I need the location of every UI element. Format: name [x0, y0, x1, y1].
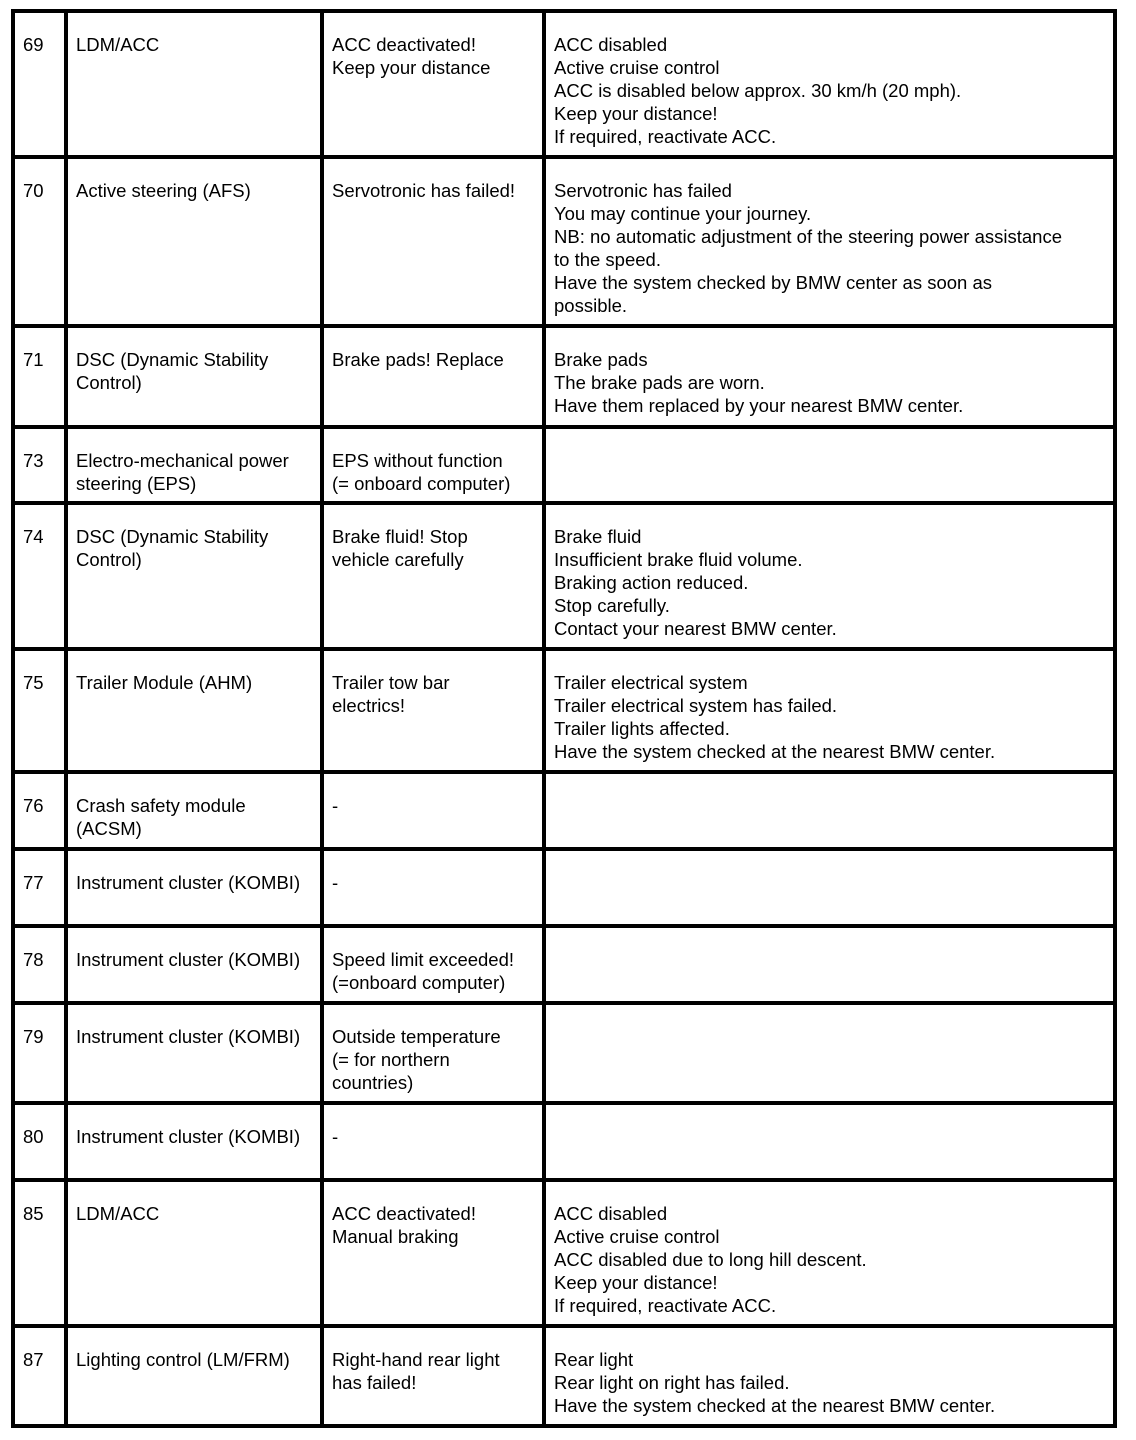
code-cell: 87 — [13, 1326, 66, 1426]
table-row — [13, 157, 1115, 326]
fault-code-table — [11, 9, 1117, 1428]
code-cell: 79 — [13, 1003, 66, 1103]
code-cell: 70 — [13, 157, 66, 326]
table-row — [13, 1326, 1115, 1426]
module-cell: Instrument cluster (KOMBI) — [66, 926, 322, 1003]
message-cell: Servotronic has failed! — [322, 157, 544, 326]
module-cell: Crash safety module (ACSM) — [66, 772, 322, 849]
description-cell — [544, 772, 1115, 849]
message-cell: Trailer tow bar electrics! — [322, 649, 544, 772]
module-cell: Active steering (AFS) — [66, 157, 322, 326]
table-row — [13, 326, 1115, 427]
message-cell: - — [322, 849, 544, 926]
description-cell: Trailer electrical system Trailer electrical system has failed. Trailer lights affected. Have the system checked at the nearest BMW center. — [544, 649, 1115, 772]
table-row — [13, 1180, 1115, 1326]
description-cell — [544, 849, 1115, 926]
description-cell: Brake fluid Insufficient brake fluid volume. Braking action reduced. Stop carefully. Contact your nearest BMW center. — [544, 503, 1115, 649]
module-cell: DSC (Dynamic Stability Control) — [66, 503, 322, 649]
table-row — [13, 427, 1115, 503]
table-row — [13, 649, 1115, 772]
table-row — [13, 1003, 1115, 1103]
module-cell: Instrument cluster (KOMBI) — [66, 849, 322, 926]
description-cell: ACC disabled Active cruise control ACC disabled due to long hill descent. Keep your distance! If required, reactivate ACC. — [544, 1180, 1115, 1326]
module-cell: Trailer Module (AHM) — [66, 649, 322, 772]
code-cell: 78 — [13, 926, 66, 1003]
table-row — [13, 772, 1115, 849]
module-cell: Instrument cluster (KOMBI) — [66, 1003, 322, 1103]
description-cell — [544, 1103, 1115, 1180]
module-cell: Electro-mechanical power steering (EPS) — [66, 427, 322, 503]
message-cell: EPS without function (= onboard computer) — [322, 427, 544, 503]
description-cell — [544, 427, 1115, 503]
code-cell: 75 — [13, 649, 66, 772]
module-cell: LDM/ACC — [66, 11, 322, 157]
code-cell: 69 — [13, 11, 66, 157]
message-cell: Right-hand rear light has failed! — [322, 1326, 544, 1426]
description-cell: Brake pads The brake pads are worn. Have them replaced by your nearest BMW center. — [544, 326, 1115, 427]
description-cell: ACC disabled Active cruise control ACC is disabled below approx. 30 km/h (20 mph). Keep your distance! If required, reactivate ACC. — [544, 11, 1115, 157]
code-cell: 76 — [13, 772, 66, 849]
table-row — [13, 1103, 1115, 1180]
code-cell: 73 — [13, 427, 66, 503]
code-cell: 71 — [13, 326, 66, 427]
description-cell — [544, 1003, 1115, 1103]
table-row — [13, 503, 1115, 649]
description-cell — [544, 926, 1115, 1003]
message-cell: - — [322, 1103, 544, 1180]
table-row — [13, 849, 1115, 926]
code-cell: 74 — [13, 503, 66, 649]
message-cell: - — [322, 772, 544, 849]
code-cell: 85 — [13, 1180, 66, 1326]
message-cell: Brake fluid! Stop vehicle carefully — [322, 503, 544, 649]
module-cell: Lighting control (LM/FRM) — [66, 1326, 322, 1426]
message-cell: Speed limit exceeded! (=onboard computer) — [322, 926, 544, 1003]
message-cell: ACC deactivated! Manual braking — [322, 1180, 544, 1326]
table-row — [13, 926, 1115, 1003]
code-cell: 77 — [13, 849, 66, 926]
message-cell: ACC deactivated! Keep your distance — [322, 11, 544, 157]
description-cell: Servotronic has failed You may continue your journey. NB: no automatic adjustment of the steering power assistance to the speed. Have the system checked by BMW center as soon as possible. — [544, 157, 1115, 326]
code-cell: 80 — [13, 1103, 66, 1180]
module-cell: LDM/ACC — [66, 1180, 322, 1326]
message-cell: Brake pads! Replace — [322, 326, 544, 427]
description-cell: Rear light Rear light on right has failed. Have the system checked at the nearest BMW center. — [544, 1326, 1115, 1426]
module-cell: DSC (Dynamic Stability Control) — [66, 326, 322, 427]
table-body — [13, 11, 1115, 1426]
message-cell: Outside temperature (= for northern countries) — [322, 1003, 544, 1103]
module-cell: Instrument cluster (KOMBI) — [66, 1103, 322, 1180]
table-row — [13, 11, 1115, 157]
